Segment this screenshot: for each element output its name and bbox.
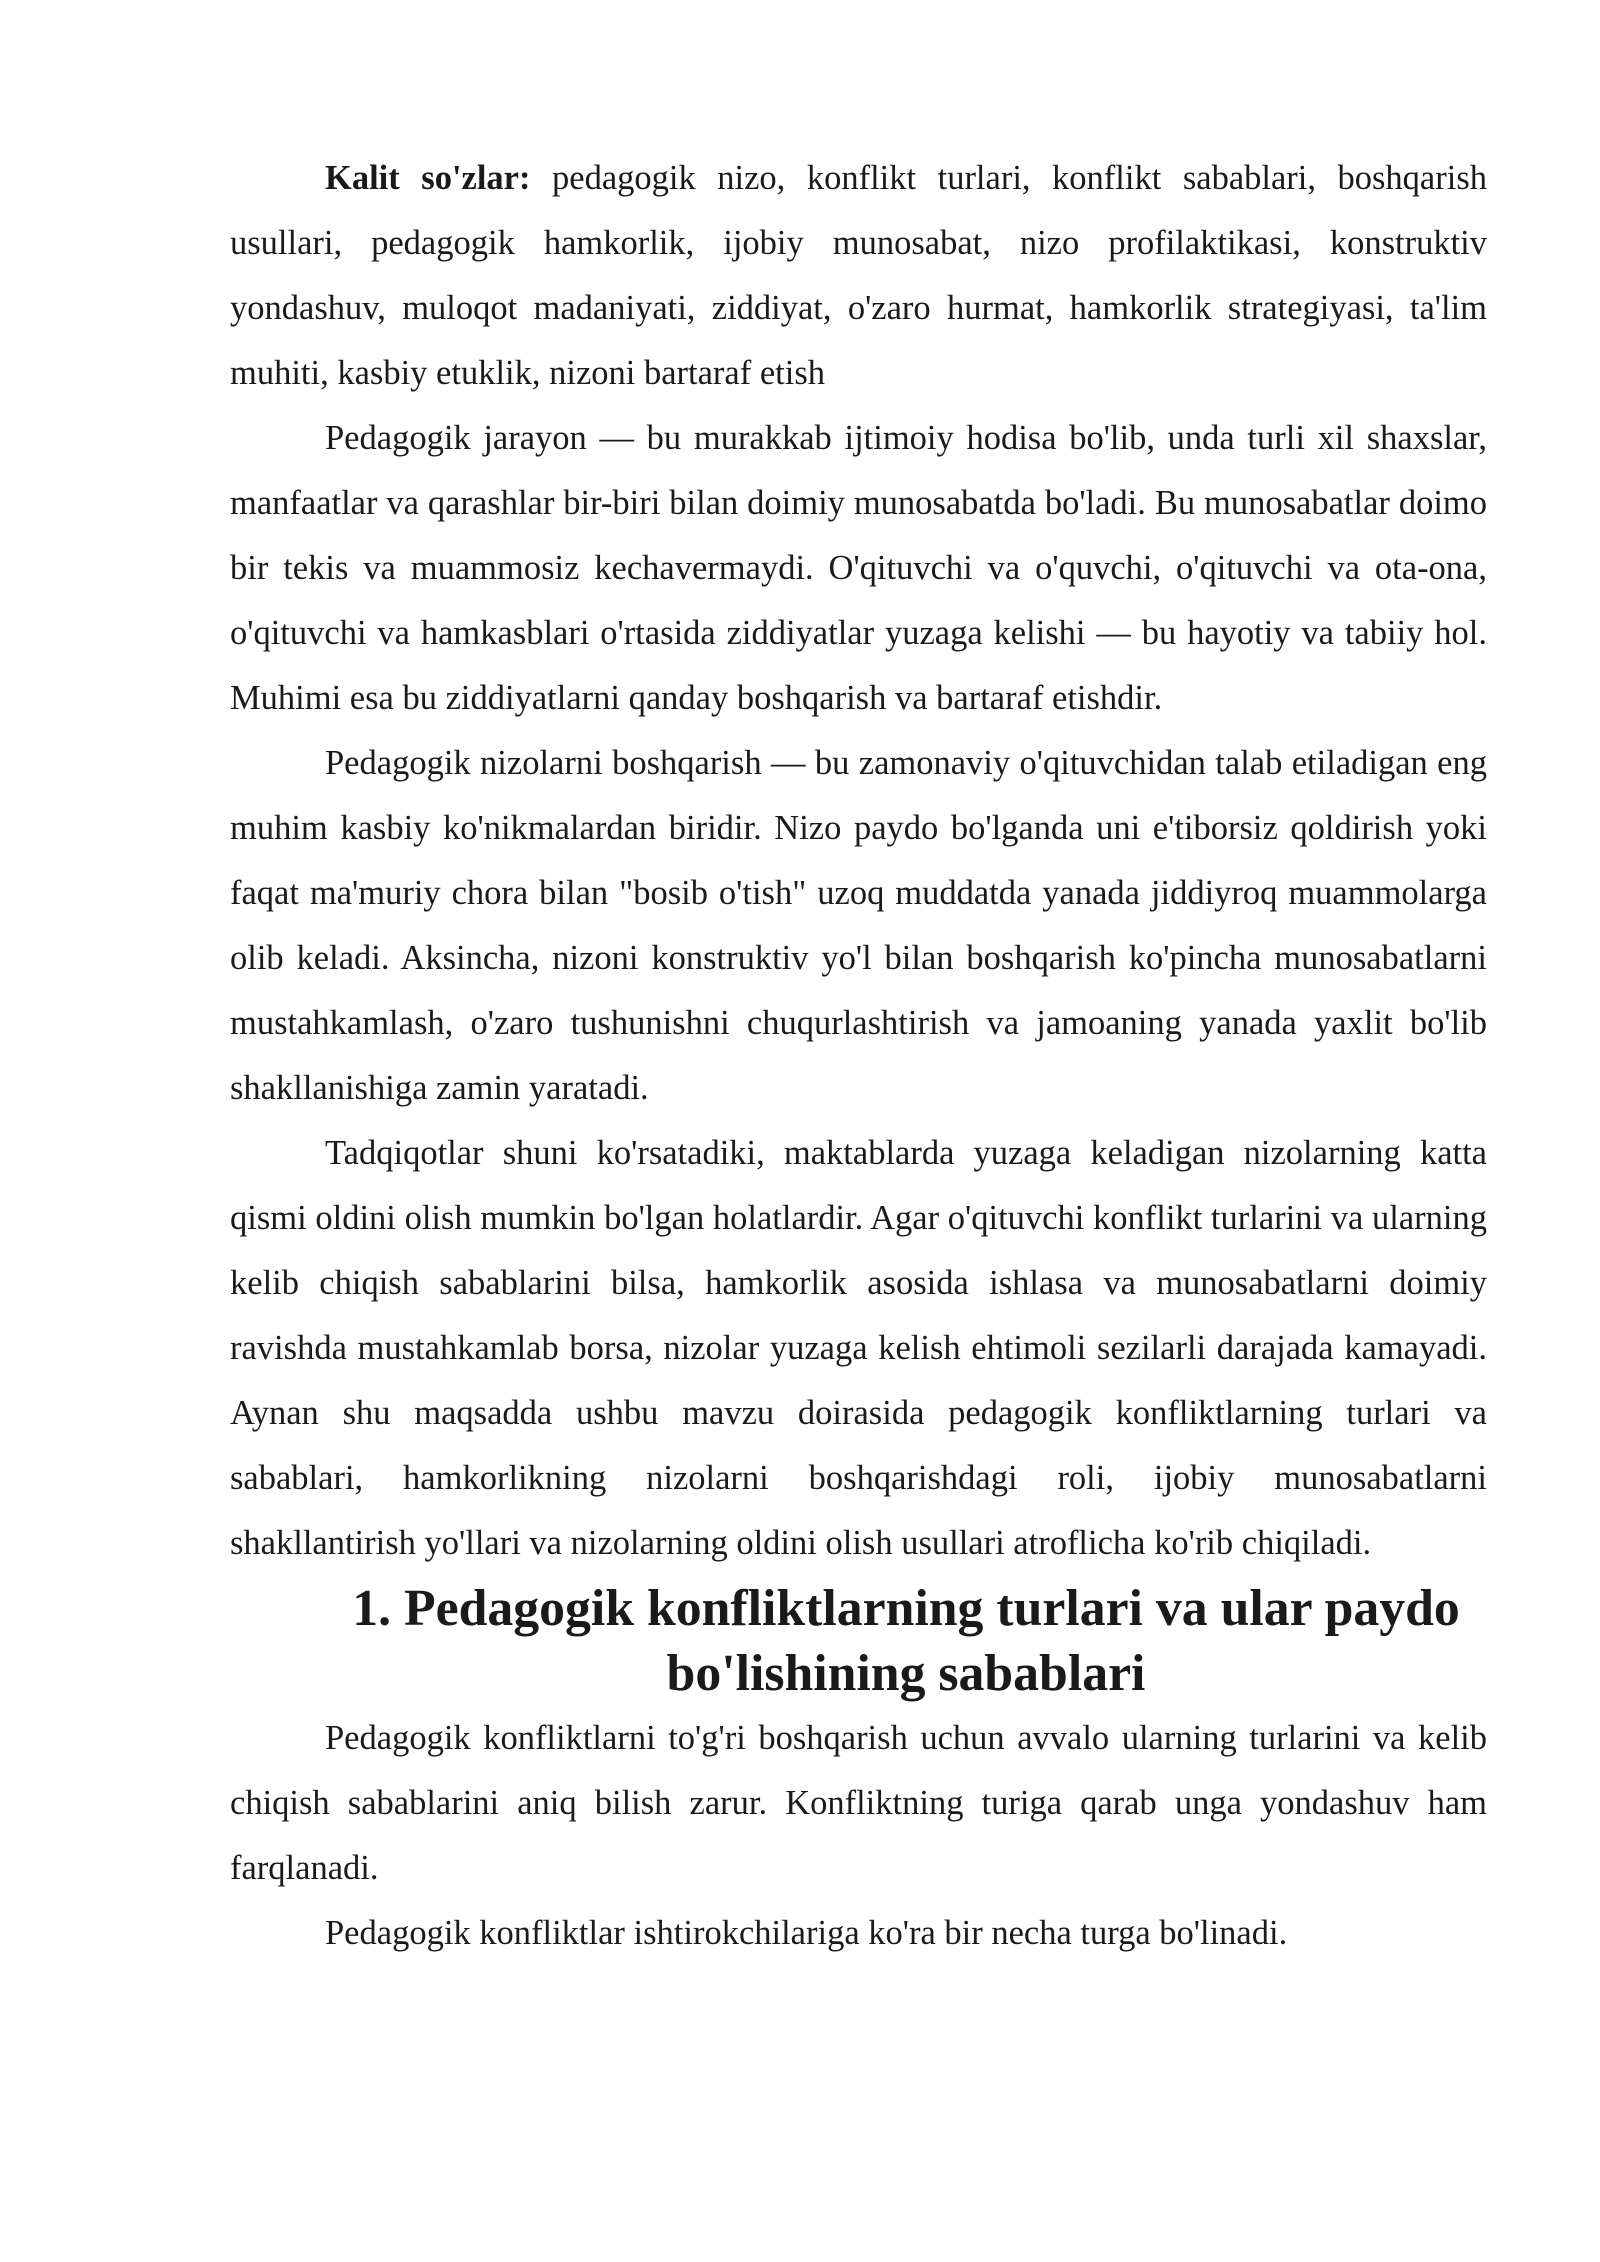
intro-paragraph-2: Pedagogik nizolarni boshqarish — bu zamonaviy o'qituvchidan talab etiladigan eng muhim kasbiy ko'nikmalardan biridir. Nizo paydo bo'lganda uni e'tiborsiz qoldirish yoki faqat ma'muriy chora bilan "bosib o'tish" uzoq muddatda yanada jiddiyroq muammolarga olib keladi. Aksincha, nizoni konstruktiv yo'l bilan boshqarish ko'pincha munosabatlarni mustahkamlash, o'zaro tushunishni chuqurlashtirish va jamoaning yanada yaxlit bo'lib shakllanishiga zamin yaratadi. xyxy=(230,744,1487,1107)
section-heading: 1. Pedagogik konfliktlarning turlari va ular paydo bo'lishining sabablari xyxy=(352,1580,1460,1702)
section-paragraph-2: Pedagogik konfliktlar ishtirokchilariga ko'ra bir necha turga bo'linadi. xyxy=(325,1914,1288,1952)
keywords-paragraph xyxy=(230,146,1487,406)
section-paragraph-1: Pedagogik konfliktlarni to'g'ri boshqarish uchun avvalo ularning turlarini va kelib chiqish sabablarini aniq bilish zarur. Konfliktning turiga qarab unga yondashuv ham farqlanadi. xyxy=(230,1719,1487,1887)
keywords-label: Kalit so'zlar: xyxy=(325,159,531,197)
document-page xyxy=(230,146,1487,1966)
intro-paragraph-1: Pedagogik jarayon — bu murakkab ijtimoiy hodisa bo'lib, unda turli xil shaxslar, manfaatlar va qarashlar bir-biri bilan doimiy munosabatda bo'ladi. Bu munosabatlar doimo bir tekis va muammosiz kechavermaydi. O'qituvchi va o'quvchi, o'qituvchi va ota-ona, o'qituvchi va hamkasblari o'rtasida ziddiyatlar yuzaga kelishi — bu hayotiy va tabiiy hol. Muhimi esa bu ziddiyatlarni qanday boshqarish va bartaraf etishdir. xyxy=(230,419,1487,717)
intro-paragraph-3: Tadqiqotlar shuni ko'rsatadiki, maktablarda yuzaga keladigan nizolarning katta qismi oldini olish mumkin bo'lgan holatlardir. Agar o'qituvchi konflikt turlarini va ularning kelib chiqish sabablarini bilsa, hamkorlik asosida ishlasa va munosabatlarni doimiy ravishda mustahkamlab borsa, nizolar yuzaga kelish ehtimoli sezilarli darajada kamayadi. Aynan shu maqsadda ushbu mavzu doirasida pedagogik konfliktlarning turlari va sabablari, hamkorlikning nizolarni boshqarishdagi roli, ijobiy munosabatlarni shakllantirish yo'llari va nizolarning oldini olish usullari atroflicha ko'rib chiqiladi. xyxy=(230,1134,1487,1562)
keywords-text: pedagogik nizo, konflikt turlari, konflikt sabablari, boshqarish usullari, pedagogik hamkorlik, ijobiy munosabat, nizo profilaktikasi, konstruktiv yondashuv, muloqot madaniyati, ziddiyat, o'zaro hurmat, hamkorlik strategiyasi, ta'lim muhiti, kasbiy etuklik, nizoni bartaraf etish xyxy=(230,159,1487,392)
